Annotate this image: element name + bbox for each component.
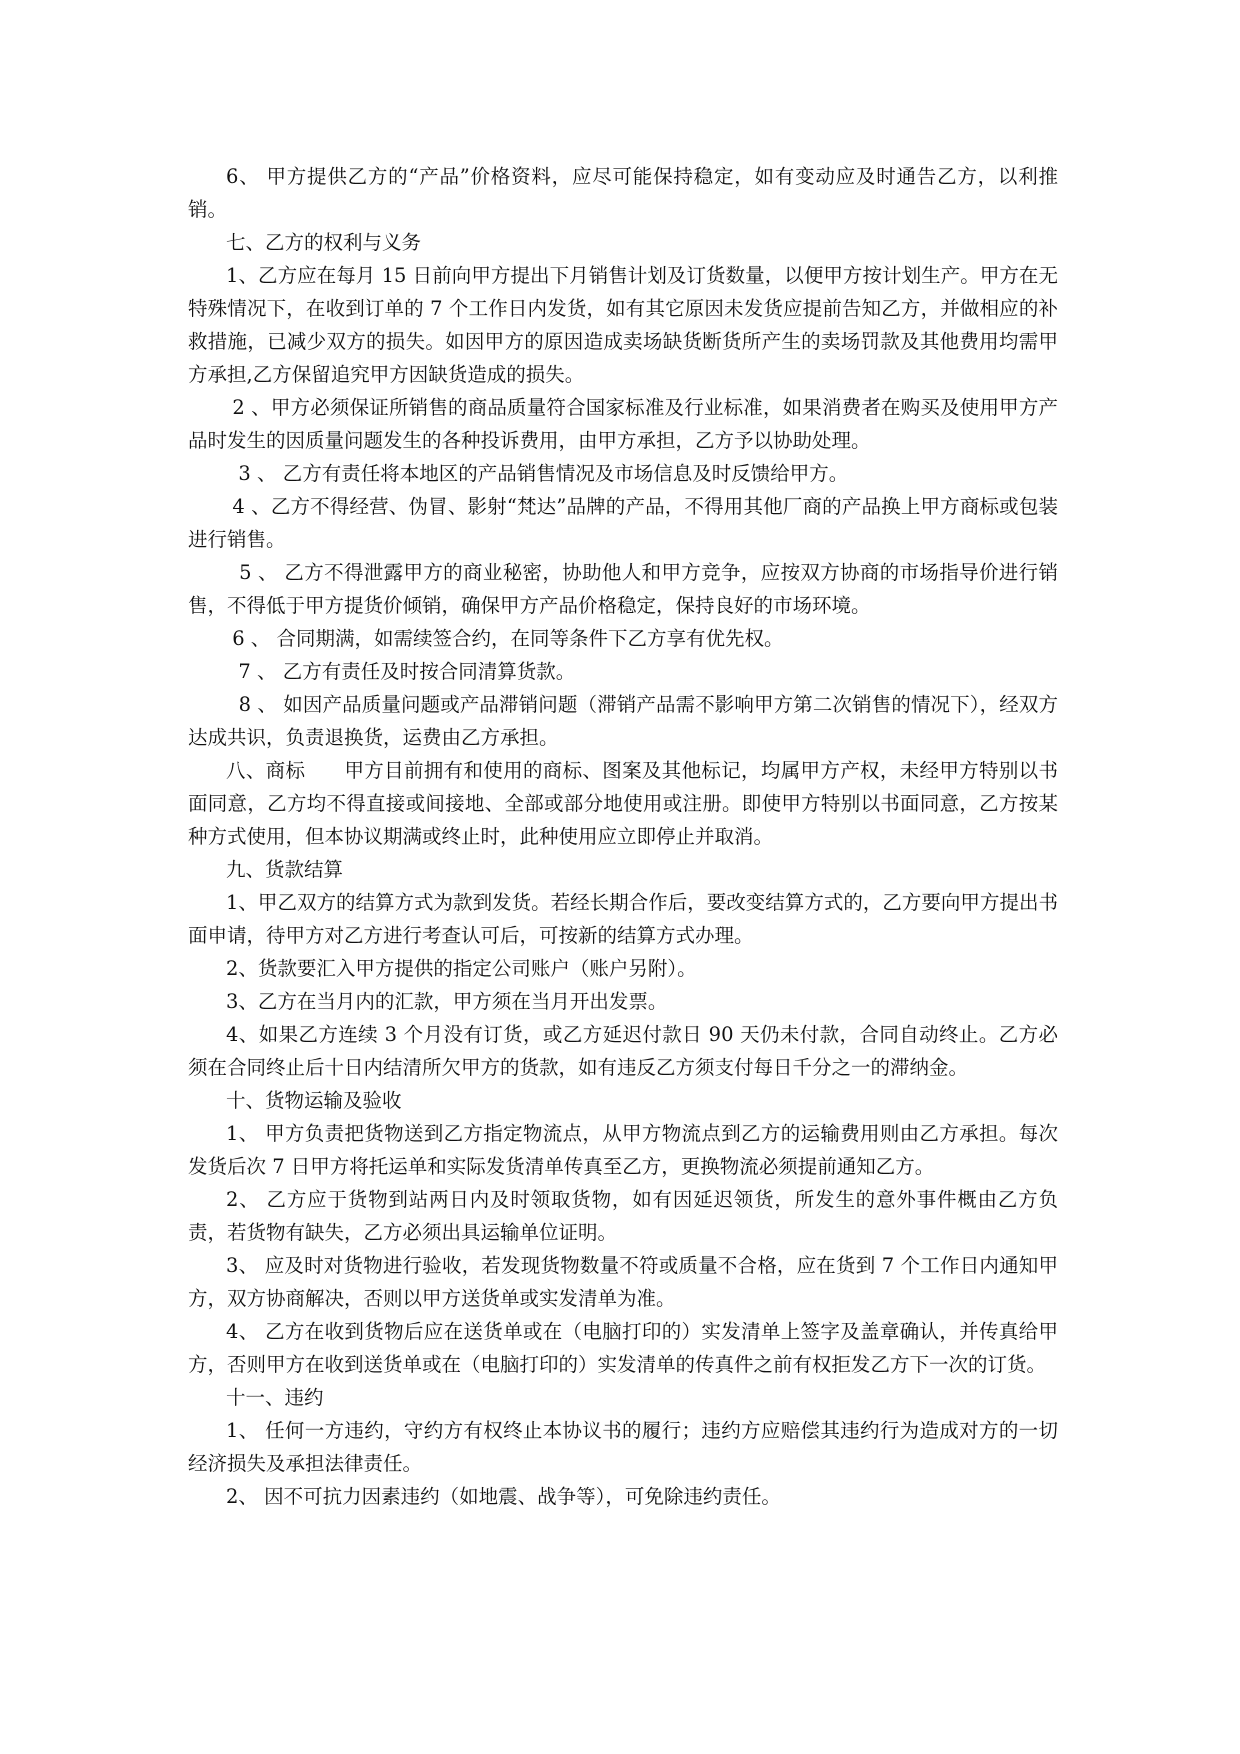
clause-paragraph: 2、 乙方应于货物到站两日内及时领取货物，如有因延迟领货，所发生的意外事件概由乙方负责，若货物有缺失，乙方必须出具运输单位证明。 bbox=[188, 1188, 1058, 1244]
clause-paragraph: 1、 任何一方违约，守约方有权终止本协议书的履行；违约方应赔偿其违约行为造成对方的一切经济损失及承担法律责任。 bbox=[188, 1419, 1058, 1475]
clause-paragraph: 2 、甲方必须保证所销售的商品质量符合国家标准及行业标准，如果消费者在购买及使用甲方产品时发生的因质量问题发生的各种投诉费用，由甲方承担，乙方予以协助处理。 bbox=[188, 396, 1059, 452]
clause-paragraph: 3、 应及时对货物进行验收，若发现货物数量不符或质量不合格，应在货到 7 个工作日内通知甲方，双方协商解决，否则以甲方送货单或实发清单为准。 bbox=[188, 1254, 1058, 1310]
clause-paragraph: 4、如果乙方连续 3 个月没有订货，或乙方延迟付款日 90 天仍未付款，合同自动终止。乙方必须在合同终止后十日内结清所欠甲方的货款，如有违反乙方须支付每日千分之一的滞纳金。 bbox=[188, 1023, 1058, 1079]
clause-paragraph: 1、甲乙双方的结算方式为款到发货。若经长期合作后，要改变结算方式的，乙方要向甲方提出书面申请，待甲方对乙方进行考查认可后，可按新的结算方式办理。 bbox=[188, 891, 1058, 947]
clause-paragraph: 2、 因不可抗力因素违约（如地震、战争等），可免除违约责任。 bbox=[226, 1485, 781, 1508]
section-heading: 十一、违约 bbox=[226, 1386, 324, 1409]
clause-paragraph: 5 、 乙方不得泄露甲方的商业秘密，协助他人和甲方竞争，应按双方协商的市场指导价进行销售，不得低于甲方提货价倾销，确保甲方产品价格稳定，保持良好的市场环境。 bbox=[188, 561, 1058, 617]
clause-paragraph: 4 、乙方不得经营、伪冒、影射“梵达”品牌的产品，不得用其他厂商的产品换上甲方商标或包装进行销售。 bbox=[188, 495, 1058, 551]
clause-paragraph: 6 、 合同期满，如需续签合约，在同等条件下乙方享有优先权。 bbox=[226, 627, 784, 650]
section-heading: 七、乙方的权利与义务 bbox=[226, 231, 422, 254]
clause-paragraph: 1、乙方应在每月 15 日前向甲方提出下月销售计划及订货数量，以便甲方按计划生产。甲方在无特殊情况下，在收到订单的 7 个工作日内发货，如有其它原因未发货应提前告知乙方，并做相应的补救措施，已减少双方的损失。如因甲方的原因造成卖场缺货断货所产生的卖场罚款及其他费用均需甲方承担,乙方保留追究甲方因缺货造成的损失。 bbox=[188, 264, 1058, 386]
clause-paragraph: 3、乙方在当月内的汇款，甲方须在当月开出发票。 bbox=[226, 990, 668, 1013]
section-heading: 九、货款结算 bbox=[226, 858, 344, 881]
clause-paragraph: 1、 甲方负责把货物送到乙方指定物流点，从甲方物流点到乙方的运输费用则由乙方承担。每次发货后次 7 日甲方将托运单和实际发货清单传真至乙方，更换物流必须提前通知乙方。 bbox=[188, 1122, 1058, 1178]
clause-paragraph: 8 、 如因产品质量问题或产品滞销问题（滞销产品需不影响甲方第二次销售的情况下），经双方达成共识，负责退换货，运费由乙方承担。 bbox=[188, 693, 1058, 749]
section-heading: 十、货物运输及验收 bbox=[226, 1089, 402, 1112]
clause-paragraph: 6、 甲方提供乙方的“产品”价格资料，应尽可能保持稳定，如有变动应及时通告乙方，以利推销。 bbox=[188, 165, 1058, 221]
clause-paragraph: 八、商标 甲方目前拥有和使用的商标、图案及其他标记，均属甲方产权，未经甲方特别以书面同意，乙方均不得直接或间接地、全部或部分地使用或注册。即使甲方特别以书面同意，乙方按某种方式使用，但本协议期满或终止时，此种使用应立即停止并取消。 bbox=[188, 759, 1058, 848]
clause-paragraph: 3 、 乙方有责任将本地区的产品销售情况及市场信息及时反馈给甲方。 bbox=[226, 462, 849, 485]
document-body bbox=[188, 160, 1058, 1513]
clause-paragraph: 2、货款要汇入甲方提供的指定公司账户（账户另附）。 bbox=[226, 957, 697, 980]
clause-paragraph: 7 、 乙方有责任及时按合同清算货款。 bbox=[226, 660, 576, 683]
clause-paragraph: 4、 乙方在收到货物后应在送货单或在（电脑打印的）实发清单上签字及盖章确认，并传真给甲方，否则甲方在收到送货单或在（电脑打印的）实发清单的传真件之前有权拒发乙方下一次的订货。 bbox=[188, 1320, 1058, 1376]
